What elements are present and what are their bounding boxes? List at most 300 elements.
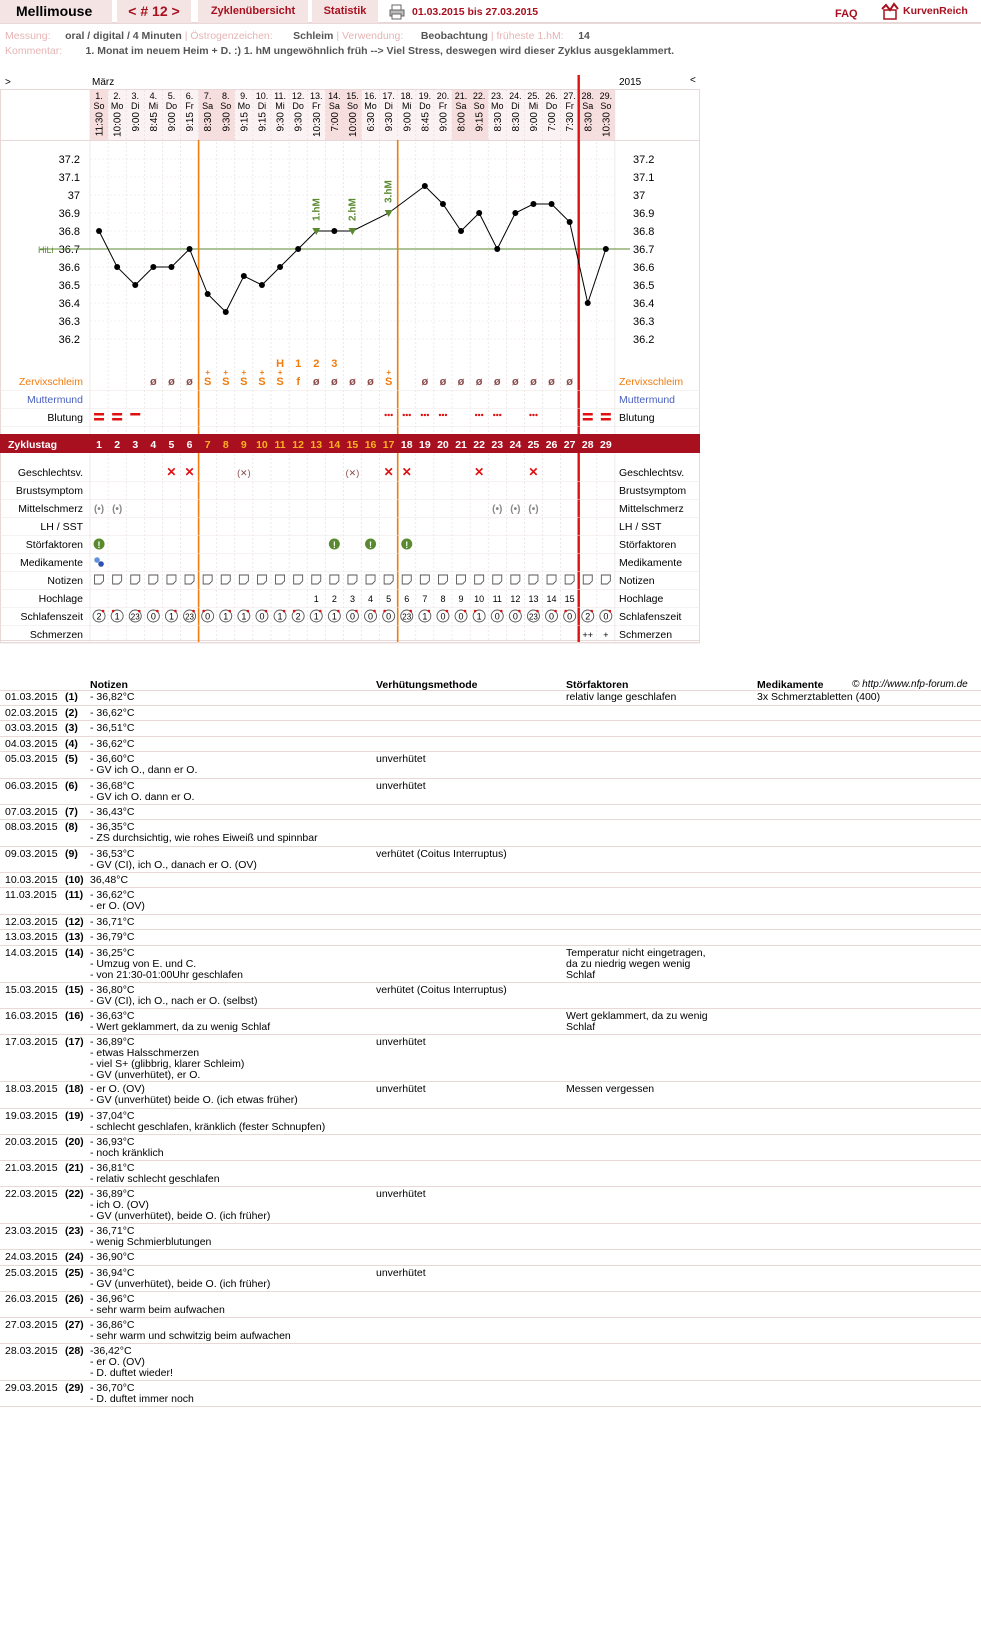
day-number: 19.	[418, 91, 432, 101]
note-method: unverhütet	[376, 753, 426, 766]
note-cycle-day: (7)	[65, 805, 78, 818]
tab-statistik[interactable]: Statistik	[312, 0, 378, 23]
bleeding-heavy	[112, 418, 122, 421]
note-date: 04.03.2015	[5, 737, 58, 750]
y-tick-label-right: 37	[633, 190, 646, 202]
bleeding-spot	[475, 414, 477, 416]
note-icon	[438, 575, 447, 584]
note-icon	[547, 575, 556, 584]
table-row	[0, 873, 981, 889]
zervix-mark: ø	[511, 376, 519, 388]
temperature-point	[603, 246, 609, 252]
time-label: 9:15	[185, 112, 197, 132]
note-cycle-day: (29)	[65, 1382, 84, 1395]
cycle-day-number: 3	[132, 439, 139, 451]
note-method: unverhütet	[376, 1266, 426, 1279]
year-label: 2015	[619, 77, 642, 88]
row-label-schlaf: Schlafenszeit	[20, 611, 83, 623]
zervix-s-plus: S	[384, 376, 393, 388]
temperature-point	[187, 246, 193, 252]
clock-marker	[156, 610, 159, 613]
clock-marker	[500, 610, 503, 613]
clock-marker	[518, 610, 521, 613]
sleep-hour: 0	[259, 611, 265, 622]
cycle-day-number: 17	[382, 439, 395, 451]
clock-marker	[373, 610, 376, 613]
y-tick-label-right: 37.1	[633, 172, 655, 184]
row-label-hochlage: Hochlage	[38, 593, 83, 605]
weekday: Fr	[312, 101, 321, 111]
row-label-right-blutung: Blutung	[619, 412, 655, 424]
table-row	[0, 1250, 981, 1266]
note-icon	[294, 575, 303, 584]
bleeding-spot	[406, 414, 408, 416]
note-method: unverhütet	[376, 779, 426, 792]
temperature-point	[549, 201, 555, 207]
weekday: So	[93, 101, 105, 111]
note-date: 02.03.2015	[5, 706, 58, 719]
table-row	[0, 983, 981, 1009]
time-label: 10:30	[311, 112, 323, 138]
table-row	[0, 915, 981, 931]
bleeding-spot	[421, 414, 423, 416]
note-icon	[348, 575, 357, 584]
sleep-hour: 0	[549, 611, 555, 622]
table-row	[0, 721, 981, 737]
cycle-day-number: 8	[222, 439, 229, 451]
day-number: 4.	[149, 91, 158, 101]
zervix-s-plus: S	[222, 376, 230, 388]
zervix-mark: ø	[421, 376, 429, 388]
cycle-day-number: 11	[274, 439, 286, 451]
bleeding-spot	[535, 414, 537, 416]
note-cycle-day: (8)	[65, 821, 78, 834]
day-number: 25.	[527, 91, 540, 101]
cycle-day-number: 21	[455, 439, 467, 451]
time-label: 10:00	[347, 112, 359, 138]
y-tick-label: 36.4	[58, 298, 80, 310]
y-tick-label-right: 36.7	[633, 244, 655, 256]
nav-left-arrow: >	[5, 77, 11, 88]
note-date: 24.03.2015	[5, 1251, 58, 1264]
note-text: - 36,62°C	[90, 737, 135, 750]
note-text: - 36,68°C - GV ich O. dann er O.	[90, 779, 195, 803]
hm-label: 1.hM	[311, 198, 323, 221]
note-text: - 36,93°C - noch kränklich	[90, 1135, 164, 1159]
row-label-mittel: Mittelschmerz	[18, 503, 83, 515]
sleep-hour: 0	[386, 611, 392, 622]
time-label: 9:30	[293, 112, 305, 132]
weekday: Di	[257, 101, 267, 111]
time-label: 11:30	[94, 112, 106, 137]
weekday: Mi	[148, 101, 159, 111]
row-label-right-brust: Brustsymptom	[619, 485, 687, 497]
bleeding-spot	[532, 414, 534, 416]
note-date: 13.03.2015	[5, 931, 58, 944]
zervix-plus: +	[223, 368, 229, 377]
note-cycle-day: (14)	[65, 946, 84, 959]
time-label: 9:30	[221, 112, 233, 132]
note-text: - 36,96°C - sehr warm beim aufwachen	[90, 1293, 225, 1316]
note-date: 25.03.2015	[5, 1266, 58, 1279]
note-cycle-day: (2)	[65, 706, 78, 719]
note-date: 27.03.2015	[5, 1319, 58, 1332]
y-tick-label-right: 36.9	[633, 208, 655, 220]
zervix-plus: +	[241, 368, 247, 377]
clock-marker	[590, 610, 593, 613]
sleep-hour: 23	[185, 612, 195, 622]
note-cycle-day: (6)	[65, 779, 78, 792]
note-icon	[276, 575, 285, 584]
gv-mark: ✕	[401, 465, 412, 479]
cycle-day-number: 20	[437, 439, 449, 451]
note-date: 22.03.2015	[5, 1188, 58, 1201]
table-row	[0, 690, 981, 706]
note-icon	[185, 575, 194, 584]
note-text: - 36,62°C - er O. (OV)	[90, 889, 145, 913]
temperature-point	[422, 183, 428, 189]
table-row	[0, 1082, 981, 1108]
note-date: 26.03.2015	[5, 1293, 58, 1305]
day-number: 6.	[185, 91, 194, 101]
bleeding-spot	[481, 414, 483, 416]
temperature-point	[494, 246, 500, 252]
note-icon	[529, 575, 538, 584]
time-label: 9:00	[402, 112, 414, 132]
y-tick-label: 36.8	[58, 226, 80, 238]
note-cycle-day: (13)	[65, 931, 84, 944]
note-method: unverhütet	[376, 1036, 426, 1048]
time-label: 7:00	[329, 112, 341, 132]
table-row	[0, 706, 981, 722]
y-tick-label-right: 36.6	[633, 262, 655, 274]
note-icon	[257, 575, 266, 584]
hochlage-number: 13	[528, 594, 539, 604]
zervix-mark: ø	[168, 376, 175, 388]
cycle-day-number: 9	[240, 439, 247, 451]
time-label: 8:45	[420, 112, 432, 132]
sleep-hour: 0	[440, 611, 446, 622]
y-tick-label-right: 36.5	[633, 280, 655, 292]
table-row	[0, 779, 981, 805]
cycle-day-number: 26	[545, 439, 558, 451]
cycle-day-number: 4	[150, 439, 157, 451]
row-label-right-gv: Geschlechtsv.	[619, 467, 685, 479]
row-label-blutung: Blutung	[47, 412, 83, 424]
day-number: 20.	[436, 91, 450, 101]
date-range: 01.03.2015 bis 27.03.2015	[412, 6, 539, 18]
cycle-day-number: 13	[310, 439, 323, 451]
day-number: 8.	[221, 91, 230, 101]
cycle-day-number: 25	[527, 439, 540, 451]
time-label: 9:30	[384, 112, 396, 132]
hochlage-number: 14	[546, 594, 557, 604]
weekday: Sa	[455, 101, 467, 111]
cycle-day-number: 24	[509, 439, 522, 451]
day-number: 11.	[274, 91, 286, 101]
note-date: 23.03.2015	[5, 1225, 58, 1237]
note-cycle-day: (21)	[65, 1162, 84, 1174]
table-row	[0, 1109, 981, 1135]
note-text: -36,42°C - er O. (OV) - D. duftet wieder!	[90, 1345, 173, 1380]
table-row	[0, 1224, 981, 1250]
bleeding-spot	[445, 414, 447, 416]
sleep-hour: 1	[476, 611, 482, 622]
note-stoerfaktor: relativ lange geschlafen	[566, 691, 677, 703]
note-text: - 36,62°C	[90, 706, 135, 719]
bleeding-spot	[478, 414, 480, 416]
note-medikament: 3x Schmerztabletten (400)	[757, 691, 881, 703]
table-row	[0, 737, 981, 753]
weekday: Di	[384, 101, 393, 111]
gv-mark: ✕	[528, 465, 539, 479]
bleeding-spot	[496, 414, 498, 416]
top-bar	[0, 0, 981, 24]
hochlage-number: 2	[331, 594, 337, 604]
note-icon	[330, 575, 339, 584]
clock-marker	[228, 610, 231, 613]
mittelschmerz-icon: (•)	[510, 504, 521, 515]
gv-mark: ✕	[166, 465, 177, 479]
clock-marker	[609, 610, 612, 613]
weekday: Mo	[490, 101, 504, 111]
bleeding-heavy	[94, 413, 104, 416]
note-text: - 36,53°C - GV (CI), ich O., danach er O. (OV)	[90, 847, 257, 871]
note-date: 21.03.2015	[5, 1162, 58, 1174]
h-label: H	[276, 358, 285, 370]
note-cycle-day: (25)	[65, 1266, 84, 1279]
note-cycle-day: (23)	[65, 1225, 84, 1237]
day-number: 27.	[563, 91, 576, 101]
time-label: 8:30	[203, 112, 215, 132]
table-row	[0, 1161, 981, 1187]
row-label-right-mittel: Mittelschmerz	[619, 503, 684, 515]
bleeding-spot	[499, 414, 501, 416]
note-method: unverhütet	[376, 1188, 426, 1201]
note-cycle-day: (24)	[65, 1251, 84, 1264]
row-label-notizen: Notizen	[47, 575, 83, 587]
cycle-day-number: 1	[96, 439, 102, 451]
temperature-point	[150, 264, 156, 270]
bleeding-heavy	[583, 418, 593, 421]
note-cycle-day: (19)	[65, 1109, 84, 1122]
zervix-s-plus: S	[240, 376, 248, 388]
bleeding-spot	[427, 414, 429, 416]
zervix-mark: ø	[367, 376, 374, 388]
cycle-day-number: 5	[168, 439, 175, 451]
chart-frame	[1, 76, 700, 643]
tab-zyklenuebersicht[interactable]: Zyklenübersicht	[198, 0, 308, 23]
note-cycle-day: (20)	[65, 1135, 84, 1148]
weekday: Do	[292, 101, 304, 111]
time-label: 9:00	[528, 112, 540, 132]
note-text: - 36,70°C - D. duftet immer noch	[90, 1382, 194, 1406]
note-icon	[475, 575, 484, 584]
cycle-nav[interactable]: < # 12 >	[117, 0, 191, 23]
time-label: 9:30	[275, 112, 287, 132]
bleeding-heavy	[601, 413, 611, 416]
note-cycle-day: (22)	[65, 1188, 84, 1201]
hochlage-number: 3	[349, 594, 355, 604]
row-label-medi: Medikamente	[19, 557, 83, 569]
note-date: 07.03.2015	[5, 805, 58, 818]
note-icon	[95, 575, 104, 584]
row-label-right-notizen: Notizen	[619, 575, 655, 587]
gv-mark: ✕	[184, 465, 195, 479]
time-label: 8:00	[456, 112, 468, 132]
note-icon	[312, 575, 321, 584]
row-label-right-schmerzen: Schmerzen	[619, 629, 673, 641]
bleeding-medium	[130, 413, 140, 416]
comment-line: Kommentar: 1. Monat im neuem Heim + D. :) 1. hM ungewöhnlich früh --> Viel Stress, deswegen wird dieser Zyklus ausgeklammert.	[5, 45, 675, 57]
day-number: 9.	[240, 91, 248, 101]
bleeding-spot	[424, 414, 426, 416]
day-number: 26.	[545, 91, 558, 101]
cycle-day-number: 28	[581, 439, 594, 451]
sleep-hour: 0	[458, 611, 464, 622]
table-row	[0, 1344, 981, 1381]
sleep-hour: 0	[150, 611, 156, 622]
header-notizen: Notizen	[90, 679, 128, 691]
table-row	[0, 1135, 981, 1161]
cycle-day-number: 18	[400, 439, 413, 451]
note-text: - 36,60°C - GV ich O., dann er O.	[90, 753, 198, 777]
time-label: 7:30	[565, 112, 577, 132]
sleep-hour: 1	[422, 611, 428, 622]
faq-link[interactable]: FAQ	[835, 8, 858, 20]
row-label-zyklustag: Zyklustag	[8, 439, 58, 451]
bleeding-spot	[409, 414, 411, 416]
note-text: - 36,35°C - ZS durchsichtig, wie rohes Eiweiß und spinnbar	[90, 821, 318, 845]
clock-marker	[247, 610, 250, 613]
bleeding-spot	[493, 414, 495, 416]
weekday: So	[600, 101, 612, 111]
note-icon	[583, 575, 592, 584]
time-label: 7:00	[547, 112, 559, 132]
weekday: Mi	[402, 101, 412, 111]
mittelschmerz-icon: (•)	[93, 504, 105, 515]
hochlage-number: 9	[458, 594, 464, 604]
row-label-schmerzen: Schmerzen	[29, 629, 83, 641]
clock-marker	[283, 610, 286, 613]
sleep-hour: 0	[603, 611, 609, 622]
zervix-mark: ø	[439, 376, 447, 388]
printer-icon[interactable]	[389, 4, 405, 20]
row-label-gv: Geschlechtsv.	[17, 467, 83, 479]
row-label-right-stoer: Störfaktoren	[619, 539, 677, 551]
note-date: 10.03.2015	[5, 873, 58, 886]
note-stoerfaktor: Wert geklammert, da zu wenig Schlaf	[566, 1009, 708, 1033]
note-cycle-day: (16)	[65, 1009, 84, 1022]
weekday: Sa	[202, 101, 214, 111]
time-label: 9:15	[239, 112, 251, 132]
sleep-hour: 23	[130, 612, 140, 622]
weekday: So	[473, 101, 485, 111]
note-cycle-day: (9)	[65, 847, 78, 860]
clock-marker	[174, 610, 177, 613]
day-number: 13.	[309, 91, 323, 101]
note-cycle-day: (18)	[65, 1083, 84, 1096]
clock-marker	[337, 610, 340, 613]
note-icon	[565, 575, 574, 584]
temperature-point	[530, 201, 536, 207]
zervix-mark: f	[296, 376, 300, 388]
clock-marker	[446, 610, 449, 613]
note-stoerfaktor: Messen vergessen	[566, 1083, 655, 1096]
zervix-mark: ø	[312, 376, 320, 388]
note-cycle-day: (1)	[65, 691, 78, 703]
row-label-zervix: Zervixschleim	[18, 376, 83, 388]
zervix-s-plus: S	[258, 376, 266, 388]
hochlage-number: 11	[492, 594, 502, 604]
time-label: 10:00	[112, 112, 124, 138]
note-text: - 36,94°C - GV (unverhütet), beide O. (ich früher)	[90, 1266, 271, 1290]
note-date: 28.03.2015	[5, 1345, 58, 1358]
weekday: Mi	[275, 101, 285, 111]
mittelschmerz-icon: (•)	[492, 504, 503, 515]
zervix-plus: +	[277, 368, 283, 377]
note-date: 15.03.2015	[5, 983, 58, 996]
sleep-hour: 0	[512, 611, 518, 622]
clock-marker	[265, 610, 268, 613]
y-tick-label-right: 36.8	[633, 226, 655, 238]
bleeding-heavy	[601, 418, 611, 421]
time-label: 8:30	[510, 112, 522, 132]
time-label: 8:45	[148, 112, 160, 132]
pill-icon	[98, 561, 104, 567]
temperature-point	[132, 282, 138, 288]
zervix-mark: ø	[566, 376, 574, 388]
weekday: Sa	[328, 101, 340, 111]
user-name: Mellimouse	[0, 0, 112, 23]
note-text: - er O. (OV) - GV (unverhütet) beide O. (ich etwas früher)	[90, 1083, 298, 1107]
sleep-hour: 0	[567, 611, 573, 622]
day-number: 10.	[255, 91, 269, 101]
note-icon	[384, 575, 393, 584]
note-text: - 36,89°C - ich O. (OV) - GV (unverhütet), beide O. (ich früher)	[90, 1188, 271, 1223]
day-number: 21.	[454, 91, 468, 101]
clock-marker	[464, 610, 467, 613]
note-date: 19.03.2015	[5, 1109, 58, 1122]
note-cycle-day: (11)	[65, 889, 84, 902]
cycle-day-number: 27	[563, 439, 576, 451]
sleep-hour: 1	[114, 611, 120, 622]
schmerzen-mark: ++	[582, 630, 594, 640]
note-date: 20.03.2015	[5, 1135, 58, 1148]
zervix-mark: ø	[349, 376, 356, 388]
table-row	[0, 1381, 981, 1407]
weekday: Fr	[185, 101, 194, 111]
header-stoerfaktoren: Störfaktoren	[566, 679, 629, 691]
note-method: unverhütet	[376, 1083, 426, 1096]
brand-name[interactable]: KurvenReich	[903, 5, 968, 17]
time-label: 8:30	[583, 112, 595, 132]
temperature-point	[259, 282, 265, 288]
day-number: 12.	[291, 91, 305, 101]
cycle-day-number: 10	[256, 439, 268, 451]
gv-mark-bracketed: (✕)	[237, 468, 251, 478]
zervix-plus: +	[386, 368, 391, 377]
weekday: Mi	[528, 101, 539, 111]
hochlage-number: 1	[313, 594, 319, 604]
note-text: - 36,79°C	[90, 931, 135, 944]
time-label: 10:30	[601, 112, 613, 138]
day-number: 29.	[599, 91, 613, 101]
h-label: 3	[331, 358, 338, 370]
sleep-hour: 0	[349, 611, 355, 622]
weekday: So	[220, 101, 232, 111]
clock-marker	[355, 610, 358, 613]
